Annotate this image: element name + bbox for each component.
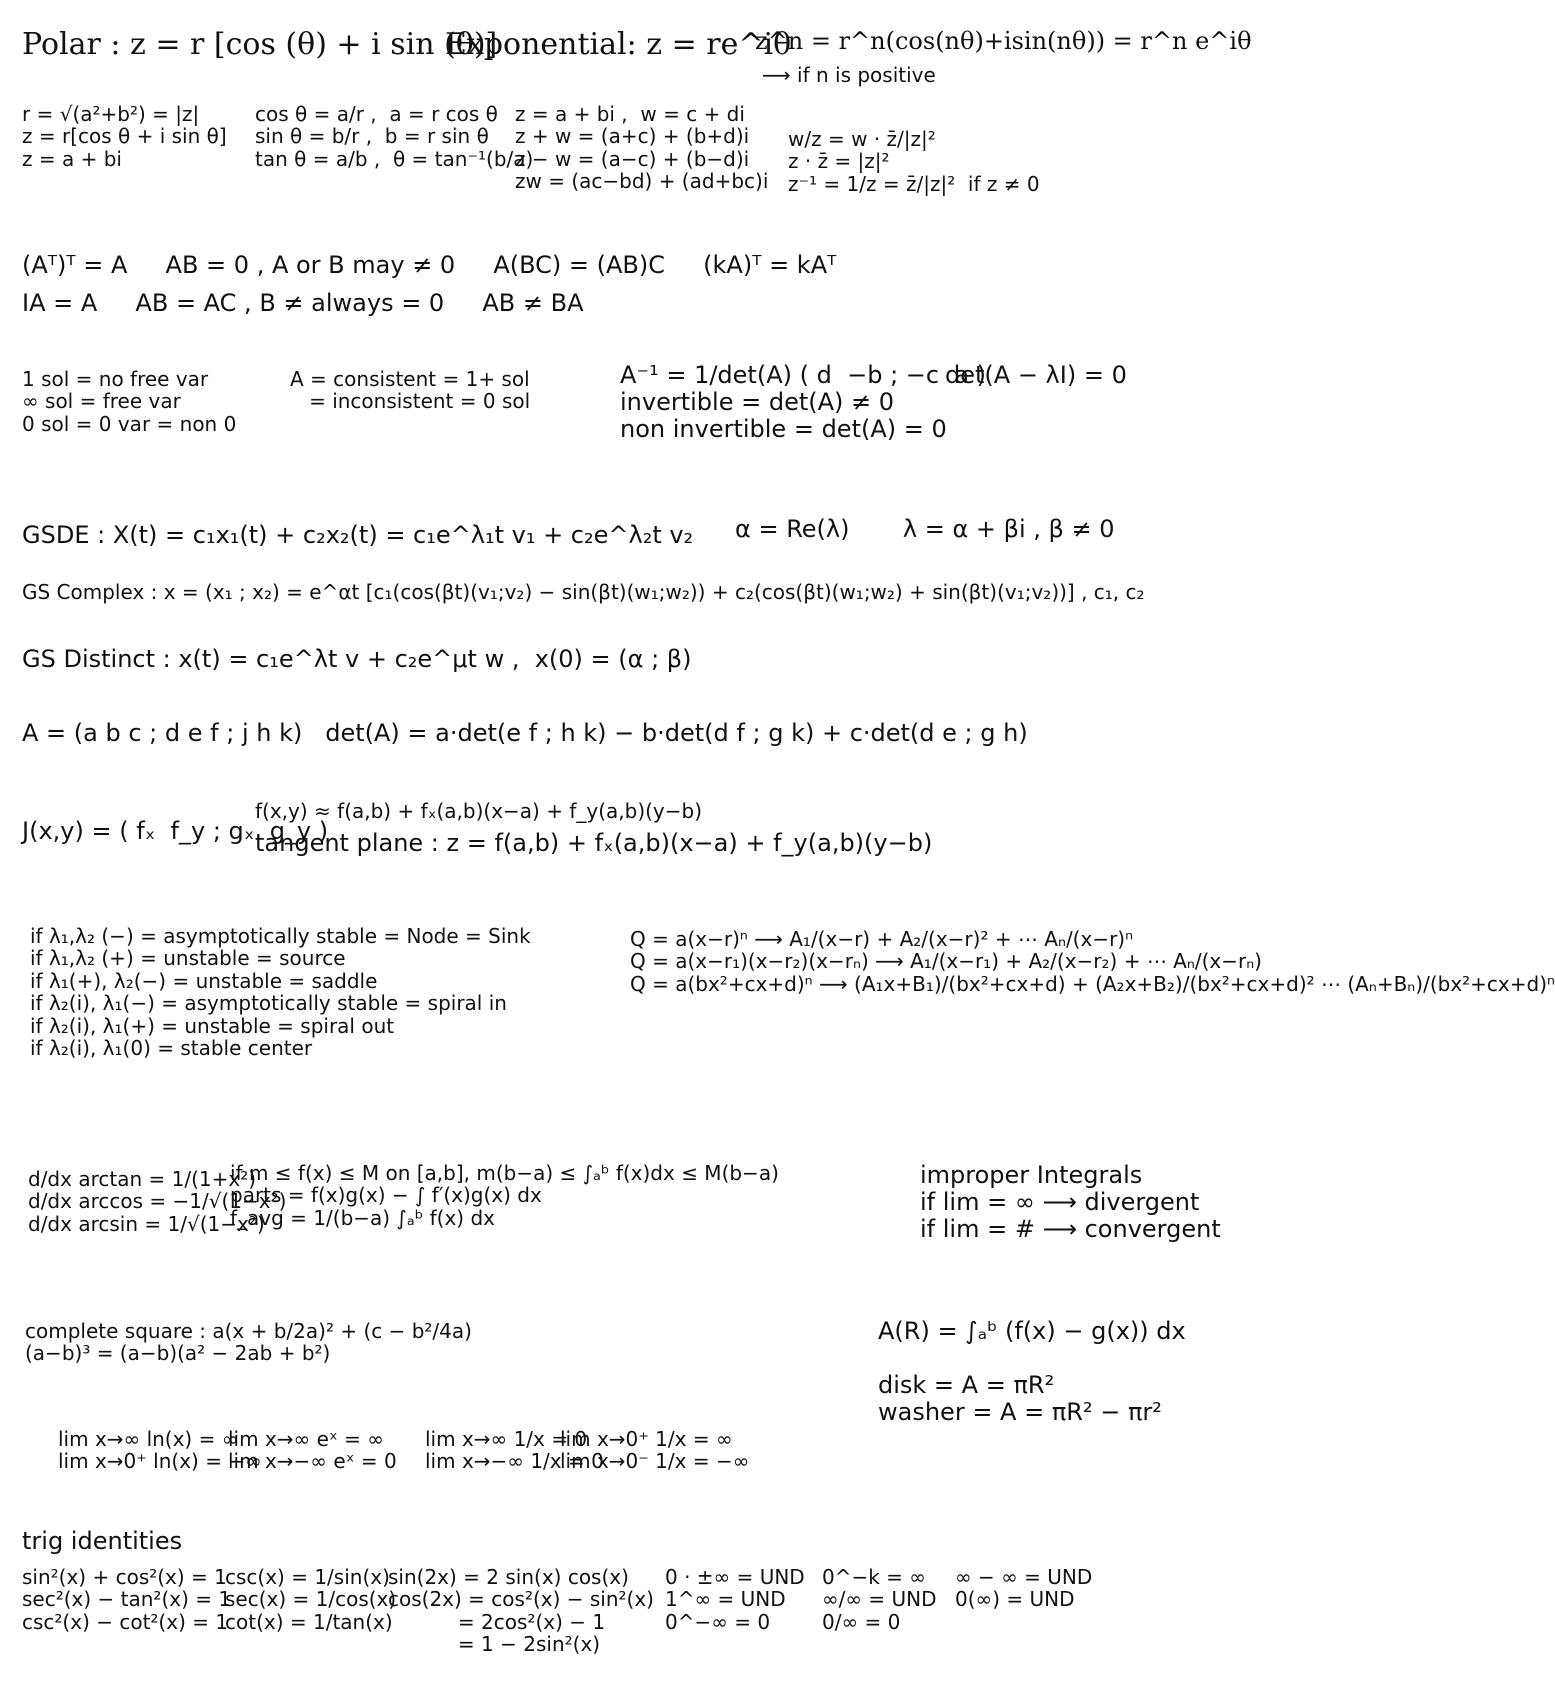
- solution-count-notes: 1 sol = no free var ∞ sol = free var 0 sol = 0 var = non 0: [22, 367, 237, 436]
- consistency-notes: A = consistent = 1+ sol = inconsistent = 0 sol: [290, 367, 531, 414]
- stability-classification: if λ₁,λ₂ (−) = asymptotically stable = Node = Sink if λ₁,λ₂ (+) = unstable = source if λ₁(+), λ₂(−) = unstable = saddle if λ₂(i), λ₁(−) = asymptotically stable = spiral in if λ₂(i), λ₁(+) = unstable = spiral out if λ₂(i), λ₁(0) = stable center: [30, 924, 531, 1060]
- determinant-3x3: A = (a b c ; d e f ; j h k) det(A) = a·det(e f ; h k) − b·det(d f ; g k) + c·det(d e ; g h): [22, 719, 1028, 747]
- indeterminate-forms-3: ∞ − ∞ = UND 0(∞) = UND: [955, 1565, 1093, 1612]
- trig-identities-heading: trig identities: [22, 1527, 183, 1555]
- trig-relations-notes: cos θ = a/r , a = r cos θ sin θ = b/r , b = r sin θ tan θ = a/b , θ = tan⁻¹(b/a): [255, 102, 534, 171]
- indeterminate-forms-1: 0 · ±∞ = UND 1^∞ = UND 0^−∞ = 0: [665, 1565, 805, 1634]
- disk-washer-formulas: disk = A = πR² washer = A = πR² − πr²: [878, 1371, 1162, 1426]
- inverse-trig-derivatives: d/dx arctan = 1/(1+x²) d/dx arccos = −1/√(1−x²) d/dx arcsin = 1/√(1−x²): [28, 1167, 287, 1236]
- linearization-formula: f(x,y) ≈ f(a,b) + fₓ(a,b)(x−a) + f_y(a,b)(y−b): [255, 799, 703, 823]
- improper-integrals: improper Integrals if lim = ∞ ⟶ divergent if lim = # ⟶ convergent: [920, 1161, 1221, 1243]
- gsde-equation: GSDE : X(t) = c₁x₁(t) + c₂x₂(t) = c₁e^λ₁t v₁ + c₂e^λ₂t v₂: [22, 521, 694, 549]
- matrix-properties-row-2: IA = A AB = AC , B ≠ always = 0 AB ≠ BA: [22, 289, 584, 317]
- gs-distinct-equation: GS Distinct : x(t) = c₁e^λt v + c₂e^μt w , x(0) = (α ; β): [22, 645, 692, 673]
- pythagorean-identities: sin²(x) + cos²(x) = 1 sec²(x) − tan²(x) = 1 csc²(x) − cot²(x) = 1: [22, 1565, 232, 1634]
- matrix-properties-row-1: (Aᵀ)ᵀ = A AB = 0 , A or B may ≠ 0 A(BC) = (AB)C (kA)ᵀ = kAᵀ: [22, 251, 837, 279]
- gs-complex-equation: GS Complex : x = (x₁ ; x₂) = e^αt [c₁(cos(βt)(v₁;v₂) − sin(βt)(w₁;w₂)) + c₂(cos(βt)(w₁;w₂) + sin(βt)(v₁;v₂))] , c₁, c₂: [22, 580, 1145, 604]
- indeterminate-forms-2: 0^−k = ∞ ∞/∞ = UND 0/∞ = 0: [822, 1565, 937, 1634]
- limits-ln: lim x→∞ ln(x) = ∞ lim x→0⁺ ln(x) = −∞: [58, 1427, 262, 1474]
- limits-exp: lim x→∞ eˣ = ∞ lim x→−∞ eˣ = 0: [228, 1427, 397, 1474]
- limits-reciprocal: lim x→∞ 1/x = 0 lim x→−∞ 1/x = 0: [425, 1427, 604, 1474]
- jacobian-matrix: J(x,y) = ( fₓ f_y ; gₓ g_y ): [22, 817, 329, 845]
- complete-square-notes: complete square : a(x + b/2a)² + (c − b²/4a) (a−b)³ = (a−b)(a² − 2ab + b²): [25, 1319, 472, 1366]
- exponential-form: Exponential: z = re^iθ: [445, 27, 792, 62]
- complex-eigen-definition: α = Re(λ) λ = α + βi , β ≠ 0: [735, 515, 1115, 543]
- eigenvalue-equation: det(A − λI) = 0: [945, 361, 1127, 389]
- polar-form: Polar : z = r [cos (θ) + i sin (θ)]: [22, 27, 498, 62]
- double-angle-identities: sin(2x) = 2 sin(x) cos(x) cos(2x) = cos²(x) − sin²(x) = 2cos²(x) − 1 = 1 − 2sin²(x): [388, 1565, 654, 1657]
- partial-fractions: Q = a(x−r)ⁿ ⟶ A₁/(x−r) + A₂/(x−r)² + ⋯ Aₙ/(x−r)ⁿ Q = a(x−r₁)(x−r₂)(x−rₙ) ⟶ A₁/(x−r₁) + A₂/(x−r₂) + ⋯ Aₙ/(x−rₙ) Q = a(bx²+cx+d)ⁿ ⟶ (A₁x+B₁)/(bx²+cx+d) + (A₂x+B₂)/(bx²+cx+d)² ⋯ (Aₙ+Bₙ)/(bx²+cx+d)ⁿ: [630, 927, 1555, 996]
- limits-reciprocal-zero: lim x→0⁺ 1/x = ∞ lim x→0⁻ 1/x = −∞: [560, 1427, 750, 1474]
- modulus-notes: r = √(a²+b²) = |z| z = r[cos θ + i sin θ] z = a + bi: [22, 102, 227, 171]
- conjugate-notes: w/z = w · z̄/|z|² z · z̄ = |z|² z⁻¹ = 1/z = z̄/|z|² if z ≠ 0: [788, 127, 1040, 196]
- area-between-curves: A(R) = ∫ₐᵇ (f(x) − g(x)) dx: [878, 1317, 1186, 1345]
- complex-operations-notes: z = a + bi , w = c + di z + w = (a+c) + (b+d)i z − w = (a−c) + (b−d)i zw = (ac−bd) + (ad+bc)i: [515, 102, 769, 194]
- integral-properties: if m ≤ f(x) ≤ M on [a,b], m(b−a) ≤ ∫ₐᵇ f(x)dx ≤ M(b−a) parts = f(x)g(x) − ∫ f′(x)g(x) dx f_avg = 1/(b−a) ∫ₐᵇ f(x) dx: [230, 1161, 779, 1230]
- inverse-matrix-notes: A⁻¹ = 1/det(A) ( d −b ; −c a ) invertible = det(A) ≠ 0 non invertible = det(A) = 0: [620, 361, 987, 443]
- tangent-plane-formula: tangent plane : z = f(a,b) + fₓ(a,b)(x−a) + f_y(a,b)(y−b): [255, 829, 933, 857]
- de-moivre-note: ⟶ if n is positive: [762, 63, 936, 87]
- de-moivre-formula: z^n = r^n(cos(nθ)+isin(nθ)) = r^n e^iθ: [755, 27, 1252, 55]
- reciprocal-identities: csc(x) = 1/sin(x) sec(x) = 1/cos(x) cot(x) = 1/tan(x): [225, 1565, 397, 1634]
